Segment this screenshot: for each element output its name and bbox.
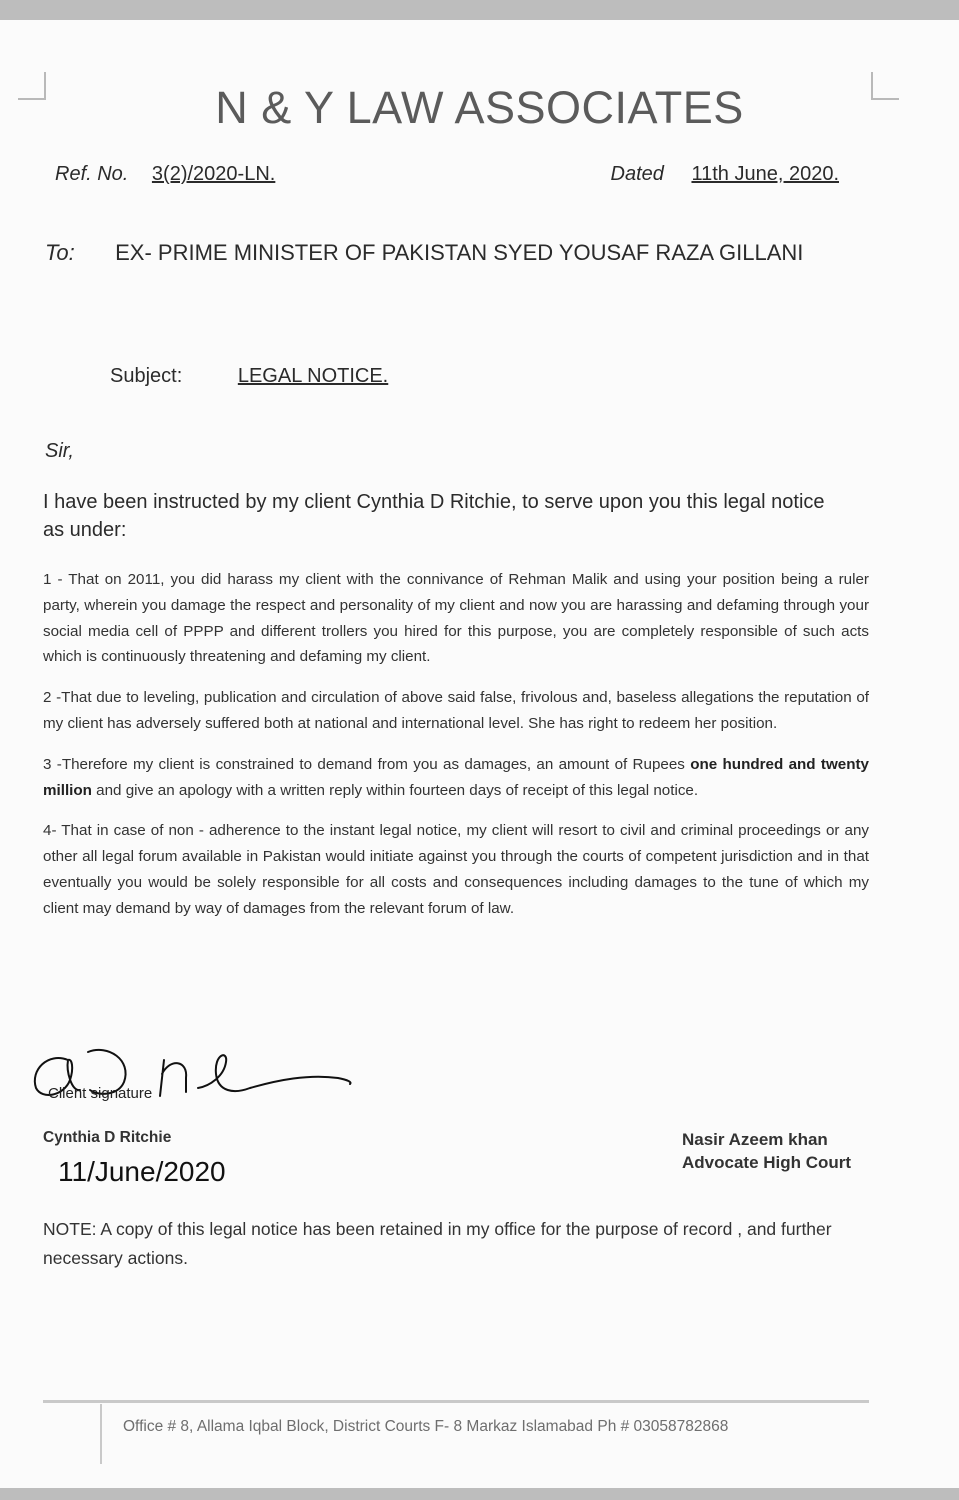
paragraph-2: 2 -That due to leveling, publication and circulation of above said false, frivolous and, baseless allegations the reputation of my client has adversely suffered both at national and international level. She has right to redeem her position.: [43, 689, 869, 732]
advocate-name: Nasir Azeem khan: [682, 1130, 828, 1149]
document-page: [0, 20, 959, 1488]
client-signature-label: Client signature: [48, 1085, 153, 1102]
paragraph-3: [43, 752, 869, 804]
paragraph-4: 4- That in case of non - adherence to the instant legal notice, my client will resort to civil and criminal proceedings or any other all legal forum available in Pakistan would initiate against you through the courts of competent jurisdiction and in that eventually you would be solely responsible for all costs and consequences including damages to the tune of which my client may demand by way of damages from the relevant forum of law.: [43, 822, 869, 917]
to-value: EX- PRIME MINISTER OF PAKISTAN SYED YOUSAF RAZA GILLANI: [115, 240, 804, 265]
advocate-block: [682, 1128, 851, 1174]
paragraph-3-amount: one hundred and twenty million: [43, 755, 869, 799]
footer-vertical-rule: [100, 1404, 102, 1464]
dated-value: 11th June, 2020.: [691, 163, 839, 185]
letterhead-firm-name: N & Y LAW ASSOCIATES: [215, 82, 744, 133]
subject-label: Subject:: [110, 365, 183, 387]
recipient-row: [45, 240, 803, 266]
dated-block: [611, 163, 839, 186]
notice-paragraphs: [43, 567, 869, 937]
advocate-title: Advocate High Court: [682, 1153, 852, 1172]
salutation: Sir,: [45, 440, 74, 462]
to-label: To:: [45, 240, 75, 265]
paragraph-3-after: and give an apology with a written reply within fourteen days of receipt of this legal notice.: [91, 781, 699, 799]
intro-paragraph: I have been instructed by my client Cynthia D Ritchie, to serve upon you this legal notice as under:: [43, 491, 825, 541]
paragraph-1: 1 - That on 2011, you did harass my client with the connivance of Rehman Malik and using your position being a ruler party, wherein you damage the respect and personality of my client and now you are harassing and defaming through your social media cell of PPPP and different trollers you hired for this purpose, you are completely responsible of such acts which is continuously threatening and defaming my client.: [43, 571, 869, 666]
reference-row: [55, 163, 839, 186]
dated-label: Dated: [610, 163, 664, 185]
client-name: Cynthia D Ritchie: [43, 1129, 172, 1146]
footer-divider: [43, 1400, 869, 1403]
footer-address: Office # 8, Allama Iqbal Block, District Courts F- 8 Markaz Islamabad Ph # 03058782868: [123, 1418, 729, 1435]
subject-row: [110, 365, 388, 388]
note-text: NOTE: A copy of this legal notice has been retained in my office for the purpose of record , and further necessary actions.: [43, 1219, 832, 1268]
paragraph-3-before: 3 -Therefore my client is constrained to demand from you as damages, an amount of Rupees: [43, 755, 691, 773]
subject-value: LEGAL NOTICE.: [237, 365, 389, 387]
ref-value: 3(2)/2020-LN.: [151, 163, 276, 185]
ref-label: Ref. No.: [55, 163, 129, 185]
client-date: 11/June/2020: [58, 1156, 226, 1187]
